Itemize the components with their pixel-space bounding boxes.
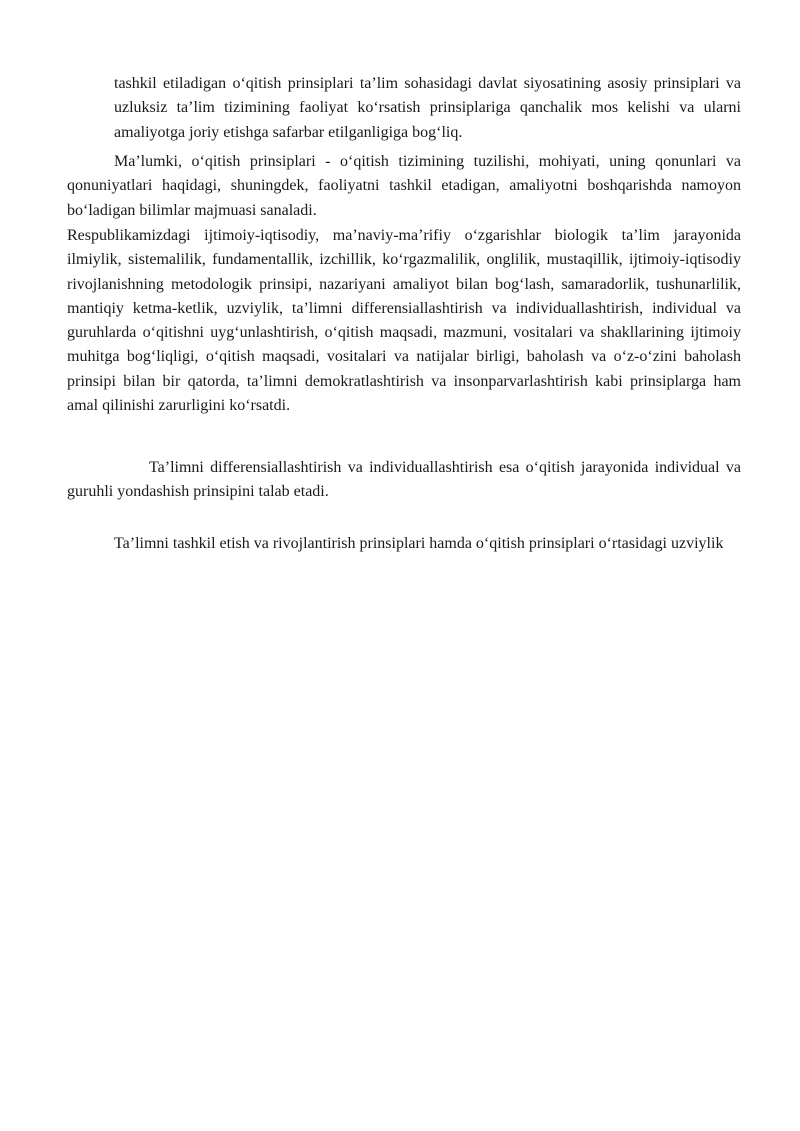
paragraph-2: Ma’lumki, o‘qitish prinsiplari - o‘qitish tizimining tuzilishi, mohiyati, uning qonunlari va qonuniyatlari haqidagi, shuningdek, faoliyatni tashkil etadigan, amaliyotni boshqarishda namoyon bo‘ladigan bilimlar majmuasi sanaladi.: [67, 153, 741, 219]
paragraph-3: Respublikamizdagi ijtimoiy-iqtisodiy, ma’naviy-ma’rifiy o‘zgarishlar biologik ta’lim jarayonida ilmiylik, sistemalilik, fundamentallik, izchillik, ko‘rgazmalilik, onglilik, mustaqillik, ijtimoiy-iqtisodiy rivojlanishning metodologik prinsipi, nazariyani amaliyot bilan bog‘lash, samaradorlik, tushunarlilik, mantiqiy ketma-ketlik, uzviylik, ta’limni differensiallashtirish va individuallashtirish, individual va guruhlarda o‘qitishni uyg‘unlashtirish, o‘qitish maqsadi, mazmuni, vositalari va shakllarining ijtimoiy muhitga bog‘liqligi, o‘qitish maqsadi, vositalari va natijalar birligi, baholash va o‘z-o‘zini baholash prinsipi bilan bir qatorda, ta’limni demokratlashtirish va insonparvarlashtirish kabi prinsiplarga ham amal qilinishi zarurligini ko‘rsatdi.: [67, 227, 741, 415]
section-heading: Ta’limni tashkil etish va rivojlantirish prinsiplari hamda o‘qitish prinsiplari o‘rtasidagi uzviylik: [114, 535, 724, 552]
paragraph-4: Ta’limni differensiallashtirish va individuallashtirish esa o‘qitish jarayonida individual va guruhli yondashish prinsipini talab etadi.: [67, 459, 741, 501]
paragraph-1: tashkil etiladigan o‘qitish prinsiplari ta’lim sohasidagi davlat siyosatining asosiy prinsiplari va uzluksiz ta’lim tizimining faoliyat ko‘rsatish prinsiplariga qanchalik mos kelishi va ularni amaliyotga joriy etishga safarbar etilganligiga bog‘liq.: [114, 75, 741, 141]
